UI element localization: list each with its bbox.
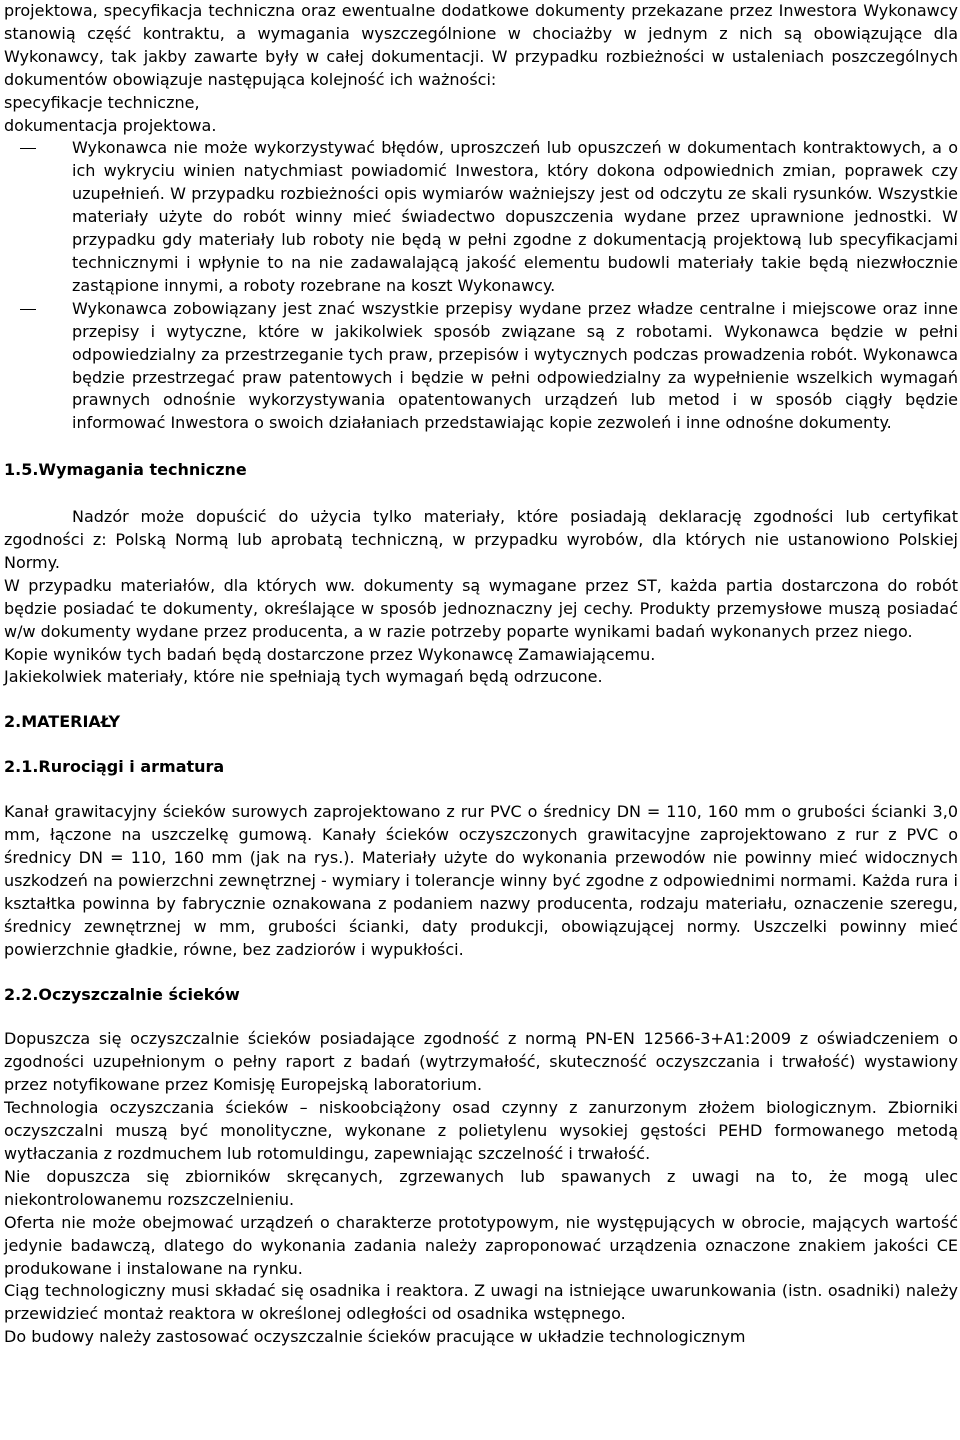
- paragraph: Jakiekolwiek materiały, które nie spełniają tych wymagań będą odrzucone.: [4, 667, 603, 687]
- section-heading: 2.2.Oczyszczalnie ścieków: [4, 984, 240, 1004]
- paragraph: Technologia oczyszczania ścieków – niskoobciążony osad czynny z zanurzonym złożem biologicznym. Zbiorniki oczyszczalni muszą być monolityczne, wykonane z polietylenu wysokiej gęstości PEHD formowanego metodą wytłaczania z rozdmuchem lub rotomuldingu, zapewniając szczelność i trwałość.: [4, 1098, 958, 1163]
- dash-bullet-icon: [20, 148, 36, 149]
- paragraph: Dopuszcza się oczyszczalnie ścieków posiadające zgodność z normą PN-EN 12566-3+A1:2009 z oświadczeniem o zgodności uzupełnionym o pełny raport z badań (wytrzymałość, skuteczność oczyszczania i trwałość) wystawiony przez notyfikowane przez Komisję Europejską laboratorium.: [4, 1029, 958, 1095]
- section-heading: 2.1.Rurociągi i armatura: [4, 757, 225, 777]
- paragraph: Kanał grawitacyjny ścieków surowych zaprojektowano z rur PVC o średnicy DN = 110, 160 mm o grubości ścianki 3,0 mm, łączone na uszczelkę gumową. Kanały ścieków oczyszczonych grawitacyjne zaprojektowano z rur z PVC o średnicy DN = 110, 160 mm (jak na rys.). Materiały użyte do wykonania przewodów nie powinny mieć widocznych uszkodzeń na powierzchni zewnętrznej - wymiary i tolerancje winny być zgodne z odpowiednimi normami. Każda rura i kształtka powinna by fabrycznie oznakowana z podaniem nazwy producenta, rodzaju materiału, oznaczenie szeregu, średnicy zewnętrznej w mm, grubości ścianki, daty produkcji, obowiązującej normy. Uszczelki powinny mieć powierzchnie gładkie, równe, bez zadziorów i wypukłości.: [4, 802, 958, 959]
- section-heading: 1.5.Wymagania techniczne: [4, 460, 247, 480]
- paragraph: Do budowy należy zastosować oczyszczalnie ścieków pracujące w układzie technologicznym: [4, 1327, 746, 1347]
- bullet-text: Wykonawca zobowiązany jest znać wszystkie przepisy wydane przez władze centralne i miejscowe oraz inne przepisy i wytyczne, które w jakikolwiek sposób związane są z robotami. Wykonawca będzie w pełni odpowiedzialny za przestrzeganie tych praw, przepisów i wytycznych podczas prowadzenia robót. Wykonawca będzie przestrzegać praw patentowych i będzie w pełni odpowiedzialny za wypełnienie wszelkich wymagań prawnych odnośnie wykorzystywania opatentowanych urządzeń lub metod i w sposób ciągły będzie informować Inwestora o swoich działaniach przedstawiając kopie zezwoleń i inne odnośne dokumenty.: [72, 298, 958, 433]
- bullet-text: Wykonawca nie może wykorzystywać błędów, uproszczeń lub opuszczeń w dokumentach kontraktowych, a o ich wykryciu winien natychmiast powiadomić Inwestora, który dokona odpowiednich zmian, poprawek czy uzupełnień. W przypadku rozbieżności opis wymiarów ważniejszy jest od odczytu ze skali rysunków. Wszystkie materiały użyte do robót winny mieć świadectwo dopuszczenia wydane przez uprawnione jednostki. W przypadku gdy materiały lub roboty nie będą w pełni zgodne z dokumentacją projektową lub specyfikacjami technicznymi i wpłynie to na nie zadawalającą jakość elementu budowli materiały takie będą niezwłocznie zastąpione innymi, a roboty rozebrane na koszt Wykonawcy.: [72, 138, 958, 295]
- paragraph: Oferta nie może obejmować urządzeń o charakterze prototypowym, nie występujących w obrocie, mających wartość jedynie badawczą, dlatego do wykonania zadania należy zaproponować urządzenia oznaczone znakiem jakości CE produkowane i instalowane na rynku.: [4, 1212, 958, 1278]
- paragraph: W przypadku materiałów, dla których ww. dokumenty są wymagane przez ST, każda partia dostarczona do robót będzie posiadać te dokumenty, określające w sposób jednoznaczny jej cechy. Produkty przemysłowe muszą posiadać w/w dokumenty wydane przez producenta, a w razie potrzeby poparte wynikami badań wykonanych przez niego.: [4, 575, 958, 641]
- paragraph: Nie dopuszcza się zbiorników skręcanych, zgrzewanych lub spawanych z uwagi na to, że mogą ulec niekontrolowanemu rozszczelnieniu.: [4, 1166, 958, 1209]
- bullet-item: [4, 298, 958, 435]
- dash-bullet-icon: [20, 309, 36, 310]
- section-heading: 2.MATERIAŁY: [4, 712, 121, 732]
- paragraph: Ciąg technologiczny musi składać się osadnika i reaktora. Z uwagi na istniejące uwarunkowania (istn. osadniki) należy przewidzieć montaż reaktora w określonej odległości od osadnika wstępnego.: [4, 1281, 958, 1324]
- paragraph: Kopie wyników tych badań będą dostarczone przez Wykonawcę Zamawiającemu.: [4, 644, 656, 664]
- intro-item-spec: specyfikacje techniczne,: [4, 92, 200, 112]
- intro-item-doc: dokumentacja projektowa.: [4, 115, 217, 135]
- intro-paragraph: projektowa, specyfikacja techniczna oraz ewentualne dodatkowe dokumenty przekazane przez Inwestora Wykonawcy stanowią część kontraktu, a wymagania wyszczególnione w chociażby w jednym z nich są obowiązujące dla Wykonawcy, tak jakby zawarte były w całej dokumentacji. W przypadku rozbieżności w ustaleniach poszczególnych dokumentów obowiązuje następująca kolejność ich ważności:: [4, 1, 958, 89]
- paragraph: Nadzór może dopuścić do użycia tylko materiały, które posiadają deklarację zgodności lub certyfikat zgodności z: Polską Normą lub aprobatą techniczną, w przypadku wyrobów, dla których nie ustanowiono Polskiej Normy.: [4, 507, 958, 572]
- bullet-item: [4, 137, 958, 297]
